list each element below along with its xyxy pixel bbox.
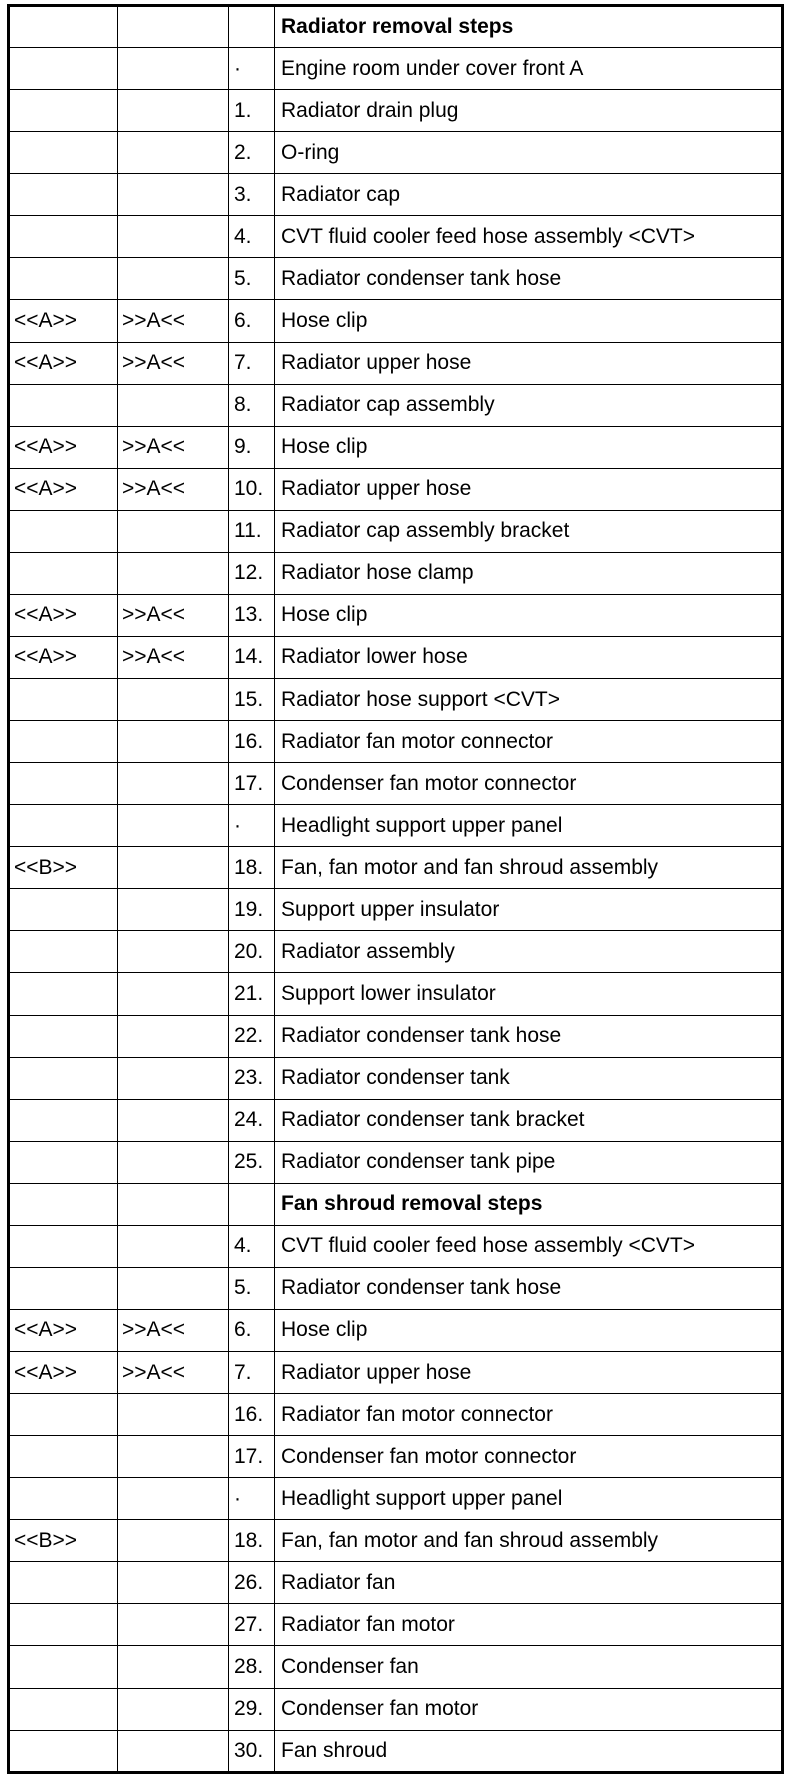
step-description-cell: Hose clip <box>275 594 783 636</box>
step-number-cell: 28. <box>229 1646 275 1688</box>
step-row <box>9 48 783 90</box>
step-description-cell: Radiator drain plug <box>275 90 783 132</box>
step-number-cell <box>229 1183 275 1225</box>
step-number-cell: 23. <box>229 1057 275 1099</box>
installation-symbol-cell <box>118 1436 229 1478</box>
section-heading: Fan shroud removal steps <box>275 1183 783 1225</box>
removal-symbol-cell <box>9 721 118 763</box>
step-row <box>9 763 783 805</box>
step-row <box>9 1099 783 1141</box>
step-row <box>9 1688 783 1730</box>
step-description-cell: Radiator condenser tank hose <box>275 1015 783 1057</box>
step-description-cell: Hose clip <box>275 300 783 342</box>
step-row <box>9 931 783 973</box>
step-number-cell: 24. <box>229 1099 275 1141</box>
step-description-cell: Radiator lower hose <box>275 636 783 678</box>
step-description-cell: O-ring <box>275 132 783 174</box>
step-description-cell: Support lower insulator <box>275 973 783 1015</box>
removal-symbol-cell <box>9 384 118 426</box>
removal-symbol-cell <box>9 1099 118 1141</box>
step-description-cell: Radiator condenser tank hose <box>275 258 783 300</box>
installation-symbol-cell <box>118 132 229 174</box>
installation-symbol-cell: >>A<< <box>118 636 229 678</box>
step-row <box>9 1478 783 1520</box>
step-description-cell: Radiator condenser tank <box>275 1057 783 1099</box>
step-number-cell: 5. <box>229 258 275 300</box>
step-description-cell: Radiator cap <box>275 174 783 216</box>
step-description-cell: Fan, fan motor and fan shroud assembly <box>275 1520 783 1562</box>
step-row <box>9 1141 783 1183</box>
step-row <box>9 552 783 594</box>
step-number-cell: 25. <box>229 1141 275 1183</box>
removal-symbol-cell <box>9 174 118 216</box>
step-number-cell: 17. <box>229 763 275 805</box>
step-number-cell: 18. <box>229 847 275 889</box>
step-description-cell: Radiator cap assembly bracket <box>275 510 783 552</box>
installation-symbol-cell <box>118 174 229 216</box>
removal-symbol-cell <box>9 889 118 931</box>
installation-symbol-cell <box>118 510 229 552</box>
section-heading-row <box>9 6 783 48</box>
step-description-cell: Radiator condenser tank bracket <box>275 1099 783 1141</box>
step-number-cell: 30. <box>229 1730 275 1772</box>
removal-symbol-cell: <<A>> <box>9 426 118 468</box>
removal-symbol-cell <box>9 552 118 594</box>
step-row <box>9 1267 783 1309</box>
step-number-cell: 12. <box>229 552 275 594</box>
step-row <box>9 889 783 931</box>
step-row <box>9 174 783 216</box>
step-number-cell: 4. <box>229 216 275 258</box>
step-description-cell: Radiator upper hose <box>275 468 783 510</box>
step-row <box>9 300 783 342</box>
step-number-cell: 7. <box>229 1352 275 1394</box>
step-description-cell: Radiator hose clamp <box>275 552 783 594</box>
step-number-cell: 19. <box>229 889 275 931</box>
removal-symbol-cell <box>9 805 118 847</box>
installation-symbol-cell <box>118 1183 229 1225</box>
removal-symbol-cell <box>9 510 118 552</box>
installation-symbol-cell: >>A<< <box>118 426 229 468</box>
installation-symbol-cell <box>118 1394 229 1436</box>
installation-symbol-cell <box>118 973 229 1015</box>
step-row <box>9 426 783 468</box>
installation-symbol-cell <box>118 1057 229 1099</box>
step-number-cell: 27. <box>229 1604 275 1646</box>
step-number-cell: 26. <box>229 1562 275 1604</box>
step-row <box>9 1352 783 1394</box>
installation-symbol-cell <box>118 1225 229 1267</box>
step-row <box>9 1646 783 1688</box>
step-row <box>9 132 783 174</box>
step-number-cell: 14. <box>229 636 275 678</box>
removal-symbol-cell <box>9 1436 118 1478</box>
removal-symbol-cell: <<A>> <box>9 594 118 636</box>
step-description-cell: Fan shroud <box>275 1730 783 1772</box>
step-number-cell: 8. <box>229 384 275 426</box>
step-number-cell: 6. <box>229 1309 275 1351</box>
removal-symbol-cell: <<B>> <box>9 1520 118 1562</box>
installation-symbol-cell: >>A<< <box>118 300 229 342</box>
removal-symbol-cell <box>9 6 118 48</box>
removal-symbol-cell <box>9 1141 118 1183</box>
step-number-cell: 1. <box>229 90 275 132</box>
removal-steps-body <box>9 6 783 1773</box>
removal-symbol-cell <box>9 763 118 805</box>
removal-symbol-cell <box>9 1478 118 1520</box>
step-number-cell: 22. <box>229 1015 275 1057</box>
step-number-cell: 20. <box>229 931 275 973</box>
removal-symbol-cell <box>9 1688 118 1730</box>
step-description-cell: Radiator fan <box>275 1562 783 1604</box>
installation-symbol-cell <box>118 847 229 889</box>
removal-symbol-cell: <<A>> <box>9 468 118 510</box>
step-number-cell: 18. <box>229 1520 275 1562</box>
installation-symbol-cell <box>118 889 229 931</box>
removal-symbol-cell <box>9 1646 118 1688</box>
step-number-cell: 13. <box>229 594 275 636</box>
step-description-cell: Fan, fan motor and fan shroud assembly <box>275 847 783 889</box>
installation-symbol-cell <box>118 1520 229 1562</box>
installation-symbol-cell <box>118 931 229 973</box>
step-number-cell: 11. <box>229 510 275 552</box>
step-number-cell: 21. <box>229 973 275 1015</box>
installation-symbol-cell <box>118 6 229 48</box>
installation-symbol-cell <box>118 763 229 805</box>
removal-symbol-cell <box>9 132 118 174</box>
step-row <box>9 510 783 552</box>
removal-symbol-cell <box>9 48 118 90</box>
removal-symbol-cell <box>9 258 118 300</box>
step-number-cell: 17. <box>229 1436 275 1478</box>
removal-symbol-cell <box>9 90 118 132</box>
removal-symbol-cell <box>9 1183 118 1225</box>
step-row <box>9 721 783 763</box>
step-row <box>9 1436 783 1478</box>
installation-symbol-cell <box>118 805 229 847</box>
step-number-cell: · <box>229 1478 275 1520</box>
installation-symbol-cell <box>118 552 229 594</box>
step-description-cell: Support upper insulator <box>275 889 783 931</box>
removal-symbol-cell <box>9 973 118 1015</box>
step-row <box>9 216 783 258</box>
step-number-cell: 16. <box>229 721 275 763</box>
removal-symbol-cell <box>9 216 118 258</box>
step-description-cell: Condenser fan motor <box>275 1688 783 1730</box>
removal-symbol-cell: <<A>> <box>9 1309 118 1351</box>
installation-symbol-cell <box>118 258 229 300</box>
installation-symbol-cell <box>118 1099 229 1141</box>
step-row <box>9 1520 783 1562</box>
step-row <box>9 1309 783 1351</box>
section-heading-row <box>9 1183 783 1225</box>
step-row <box>9 636 783 678</box>
step-number-cell: 2. <box>229 132 275 174</box>
step-row <box>9 468 783 510</box>
installation-symbol-cell <box>118 384 229 426</box>
step-row <box>9 847 783 889</box>
removal-symbol-cell: <<B>> <box>9 847 118 889</box>
step-description-cell: Radiator fan motor <box>275 1604 783 1646</box>
section-heading: Radiator removal steps <box>275 6 783 48</box>
removal-symbol-cell <box>9 1730 118 1772</box>
step-row <box>9 1730 783 1772</box>
step-row <box>9 594 783 636</box>
step-number-cell: 3. <box>229 174 275 216</box>
installation-symbol-cell <box>118 1015 229 1057</box>
removal-symbol-cell <box>9 1015 118 1057</box>
installation-symbol-cell <box>118 721 229 763</box>
step-description-cell: Condenser fan <box>275 1646 783 1688</box>
installation-symbol-cell: >>A<< <box>118 342 229 384</box>
step-row <box>9 384 783 426</box>
installation-symbol-cell <box>118 1730 229 1772</box>
installation-symbol-cell: >>A<< <box>118 1309 229 1351</box>
removal-symbol-cell <box>9 1562 118 1604</box>
step-description-cell: Radiator hose support <CVT> <box>275 679 783 721</box>
step-description-cell: Radiator fan motor connector <box>275 1394 783 1436</box>
removal-steps-table <box>7 4 784 1774</box>
step-number-cell <box>229 6 275 48</box>
step-description-cell: Radiator assembly <box>275 931 783 973</box>
step-number-cell: 9. <box>229 426 275 468</box>
removal-symbol-cell <box>9 931 118 973</box>
installation-symbol-cell: >>A<< <box>118 468 229 510</box>
step-row <box>9 1057 783 1099</box>
step-description-cell: Engine room under cover front A <box>275 48 783 90</box>
step-row <box>9 1394 783 1436</box>
removal-symbol-cell <box>9 679 118 721</box>
installation-symbol-cell <box>118 90 229 132</box>
step-row <box>9 973 783 1015</box>
step-number-cell: 16. <box>229 1394 275 1436</box>
step-description-cell: Headlight support upper panel <box>275 1478 783 1520</box>
removal-symbol-cell: <<A>> <box>9 300 118 342</box>
installation-symbol-cell <box>118 1478 229 1520</box>
installation-symbol-cell <box>118 1646 229 1688</box>
step-number-cell: 10. <box>229 468 275 510</box>
installation-symbol-cell <box>118 1562 229 1604</box>
installation-symbol-cell <box>118 1267 229 1309</box>
step-row <box>9 1604 783 1646</box>
step-description-cell: Radiator condenser tank hose <box>275 1267 783 1309</box>
step-description-cell: Radiator upper hose <box>275 1352 783 1394</box>
step-number-cell: 6. <box>229 300 275 342</box>
removal-symbol-cell <box>9 1225 118 1267</box>
step-description-cell: CVT fluid cooler feed hose assembly <CVT> <box>275 1225 783 1267</box>
installation-symbol-cell <box>118 1604 229 1646</box>
removal-symbol-cell <box>9 1057 118 1099</box>
removal-symbol-cell <box>9 1267 118 1309</box>
step-row <box>9 342 783 384</box>
installation-symbol-cell <box>118 216 229 258</box>
step-number-cell: · <box>229 805 275 847</box>
step-description-cell: Condenser fan motor connector <box>275 1436 783 1478</box>
installation-symbol-cell <box>118 1141 229 1183</box>
removal-symbol-cell <box>9 1394 118 1436</box>
step-row <box>9 258 783 300</box>
step-number-cell: 7. <box>229 342 275 384</box>
removal-symbol-cell: <<A>> <box>9 1352 118 1394</box>
step-description-cell: Hose clip <box>275 1309 783 1351</box>
step-number-cell: 4. <box>229 1225 275 1267</box>
step-description-cell: Headlight support upper panel <box>275 805 783 847</box>
step-description-cell: Condenser fan motor connector <box>275 763 783 805</box>
removal-symbol-cell: <<A>> <box>9 342 118 384</box>
step-row <box>9 1225 783 1267</box>
installation-symbol-cell: >>A<< <box>118 1352 229 1394</box>
step-row <box>9 679 783 721</box>
step-number-cell: · <box>229 48 275 90</box>
step-description-cell: CVT fluid cooler feed hose assembly <CVT> <box>275 216 783 258</box>
removal-symbol-cell: <<A>> <box>9 636 118 678</box>
step-number-cell: 5. <box>229 1267 275 1309</box>
step-number-cell: 29. <box>229 1688 275 1730</box>
step-description-cell: Radiator cap assembly <box>275 384 783 426</box>
installation-symbol-cell: >>A<< <box>118 594 229 636</box>
step-description-cell: Radiator fan motor connector <box>275 721 783 763</box>
installation-symbol-cell <box>118 1688 229 1730</box>
removal-symbol-cell <box>9 1604 118 1646</box>
step-row <box>9 805 783 847</box>
step-description-cell: Radiator upper hose <box>275 342 783 384</box>
step-row <box>9 1015 783 1057</box>
step-description-cell: Radiator condenser tank pipe <box>275 1141 783 1183</box>
step-description-cell: Hose clip <box>275 426 783 468</box>
installation-symbol-cell <box>118 679 229 721</box>
step-number-cell: 15. <box>229 679 275 721</box>
installation-symbol-cell <box>118 48 229 90</box>
step-row <box>9 90 783 132</box>
step-row <box>9 1562 783 1604</box>
